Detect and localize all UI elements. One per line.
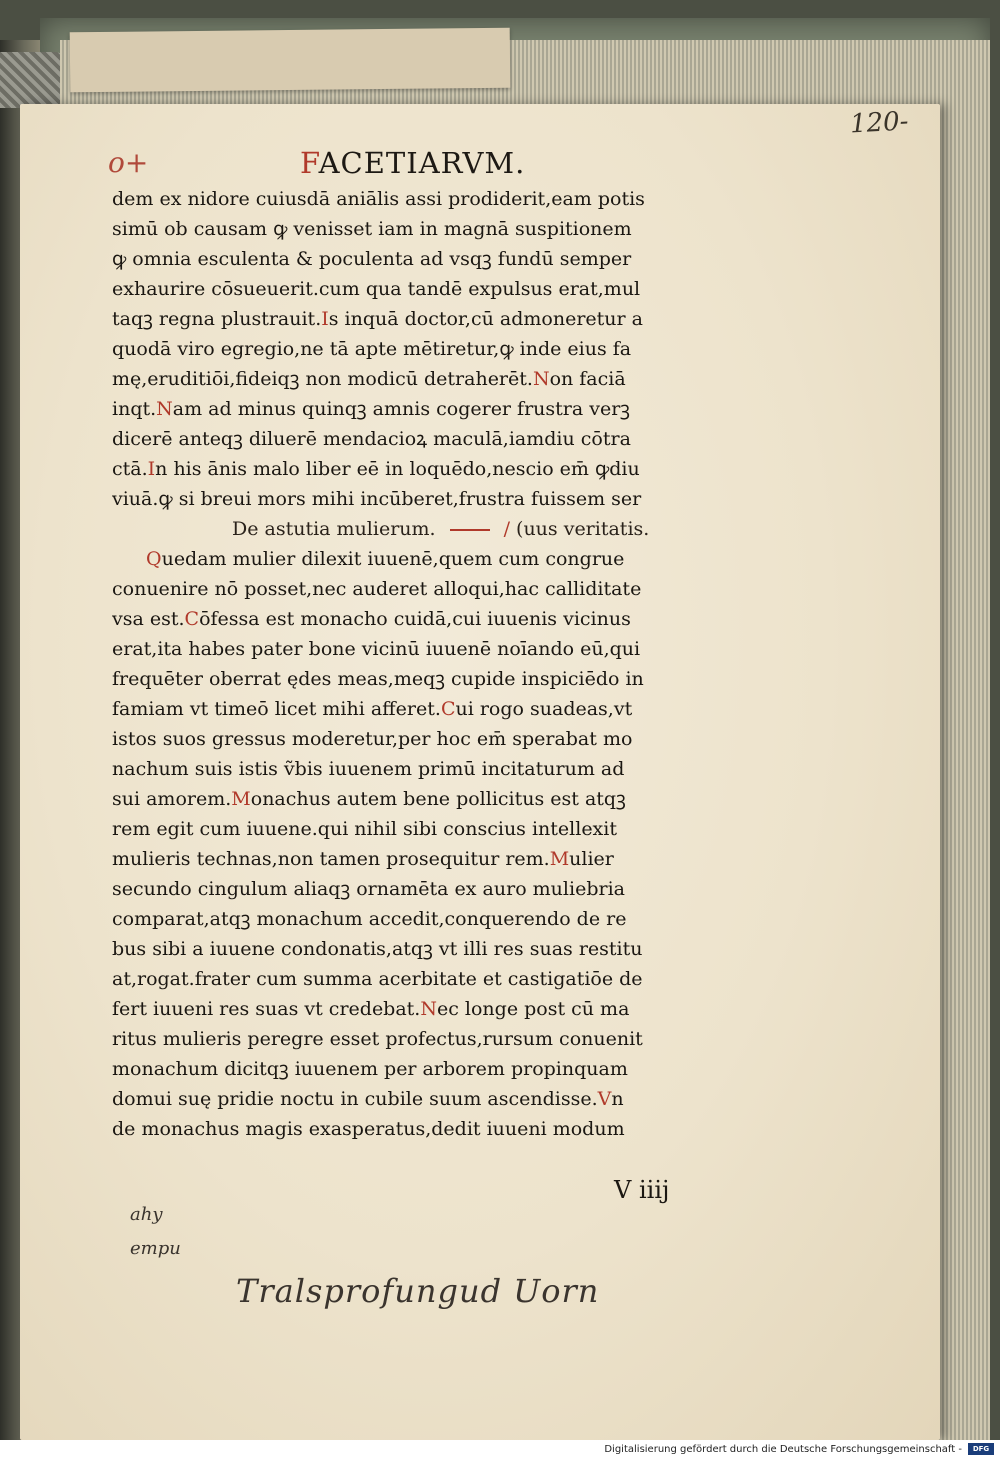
text-line: rem egit cum iuuene.qui nihil sibi conscius intellexit [112,818,617,840]
handwritten-note: ahy [130,1204,163,1225]
text-line: quodā viro egregio,ne tā apte mētiretur,ꝙ inde eius fa [112,338,632,360]
text-line: dicerē anteqꝫ diluerē mendacioꝝ maculā,iamdiu cōtra [112,428,631,450]
text-block [112,184,752,1144]
text-line: ctā.In his ānis malo liber eē in loquēdo,nescio em̄ ꝙdiu [112,458,640,480]
text-line: istos suos gressus moderetur,per hoc em̄ sperabat mo [112,728,633,750]
text-line: vsa est.Cōfessa est monacho cuidā,cui iuuenis vicinus [112,608,631,630]
text-line: erat,ita habes pater bone vicinū iuuenē noīando eū,qui [112,638,641,660]
text-line: conuenire nō posset,nec auderet alloqui,hac calliditate [112,578,642,600]
text-line: comparat,atqꝫ monachum accedit,conquerendo de re [112,908,627,930]
section-heading [112,514,752,544]
footer-credit: Digitalisierung gefördert durch die Deutsche Forschungsgemeinschaft - [604,1444,962,1455]
folio-number: 120- [849,106,910,140]
text-line: secundo cingulum aliaqꝫ ornamēta ex auro muliebria [112,878,625,900]
handwritten-note: empu [130,1238,181,1259]
section-continuation: (uus veritatis. [516,518,650,540]
signature-mark: V iiij [614,1176,670,1204]
footer-bar [0,1440,1000,1460]
running-head-initial: F [300,146,319,180]
text-line: bus sibi a iuuene condonatis,atqꝫ vt illi res suas restitu [112,938,643,960]
text-line: fert iuueni res suas vt credebat.Nec longe post cū ma [112,998,630,1020]
rubric-rule [450,529,490,531]
text-line: nachum suis istis ṽbis iuuenem primū incitaturum ad [112,758,625,780]
text-line: mulieris technas,non tamen prosequitur rem.Mulier [112,848,614,870]
text-line: mę,eruditiōi,fideiqꝫ non modicū detraherēt.Non faciā [112,368,626,390]
text-line: monachum dicitqꝫ iuuenem per arborem propinquam [112,1058,628,1080]
paper-strip [70,28,511,93]
dfg-logo: DFG [968,1443,994,1455]
section-title: De astutia mulierum. [232,518,436,540]
text-line: domui suę pridie noctu in cubile suum ascendisse.Vn [112,1088,624,1110]
running-head-text: ACETIARVM. [318,146,526,180]
text-line: ritus mulieris peregre esset profectus,rursum conuenit [112,1028,643,1050]
text-line: ꝙ omnia esculenta & poculenta ad vsqꝫ fundū semper [112,248,632,270]
text-line: viuā.ꝙ si breui mors mihi incūberet,frustra fuissem ser [112,488,642,510]
rubric-slash: / [503,518,510,540]
text-line: exhaurire cōsueuerit.cum qua tandē expulsus erat,mul [112,278,641,300]
text-line: de monachus magis exasperatus,dedit iuueni modum [112,1118,625,1140]
text-line: at,rogat.frater cum summa acerbitate et castigatiōe de [112,968,643,990]
text-line: famiam vt timeō licet mihi afferet.Cui rogo suadeas,vt [112,698,633,720]
text-line: inqt.Nam ad minus quinqꝫ amnis cogerer frustra verꝫ [112,398,631,420]
text-line: simū ob causam ꝙ venisset iam in magnā suspitionem [112,218,632,240]
text-line: dem ex nidore cuiusdā aniālis assi prodiderit,eam potis [112,188,645,210]
handwritten-inscription: Tralsprofungud Uorn [236,1272,600,1310]
text-line: sui amorem.Monachus autem bene pollicitus est atqꝫ [112,788,626,810]
text-line: Quedam mulier dilexit iuuenē,quem cum congrue [146,548,625,570]
margin-mark-top: o+ [108,146,149,179]
running-head [300,146,525,180]
text-line: taqꝫ regna plustrauit.Is inquā doctor,cū admoneretur a [112,308,643,330]
text-line: frequēter oberrat ędes meas,meqꝫ cupide inspiciēdo in [112,668,644,690]
